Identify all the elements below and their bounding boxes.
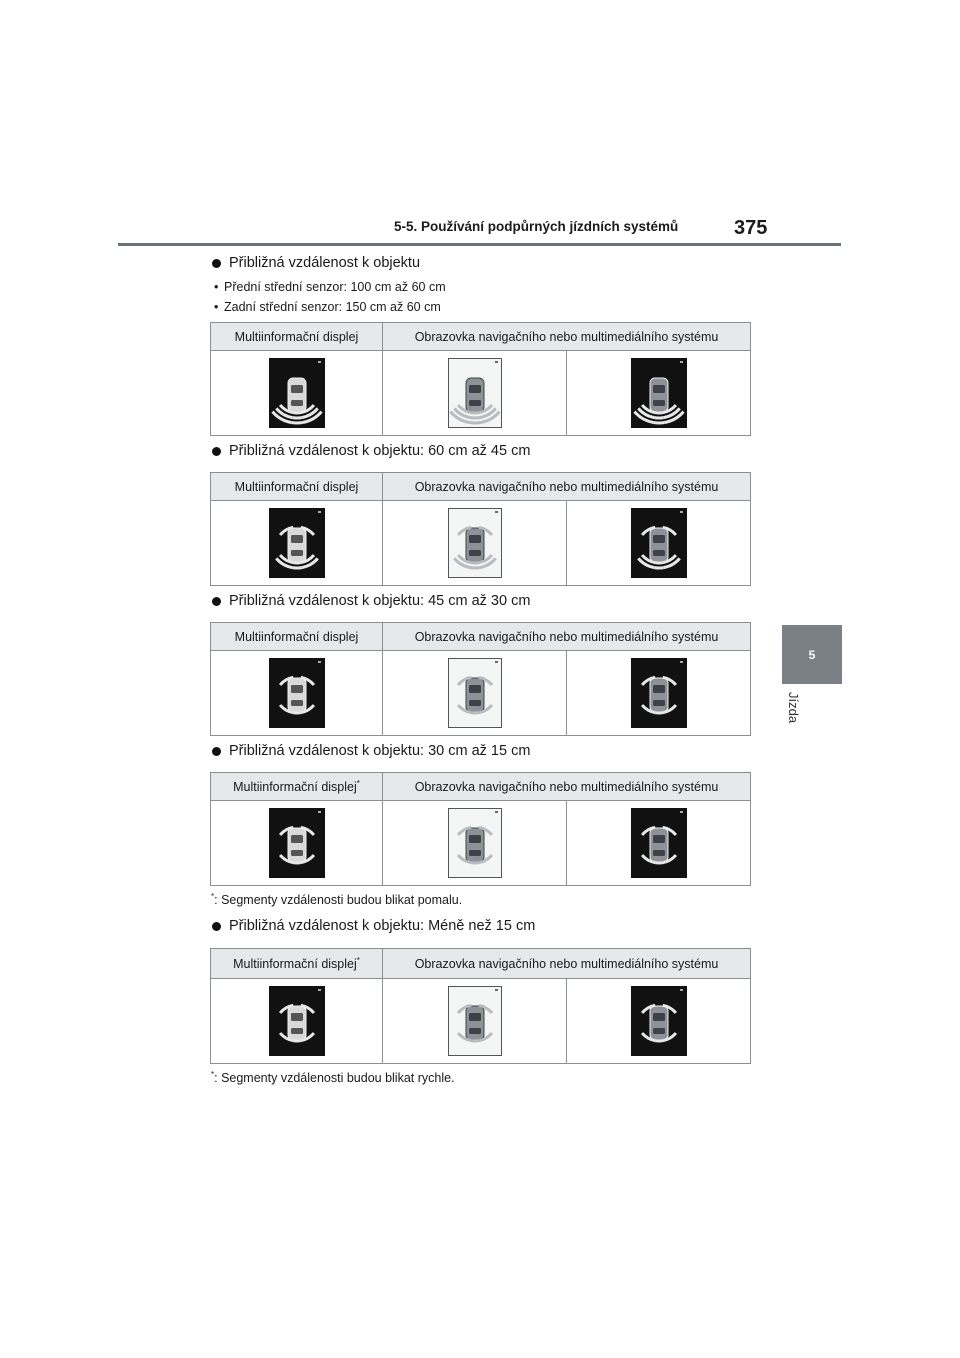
bullet-icon xyxy=(212,597,221,606)
column-header-multiinfo: Multiinformační displej* xyxy=(211,773,383,801)
nav-light-cell xyxy=(383,979,567,1064)
mid-display-image xyxy=(269,986,325,1056)
section-heading xyxy=(212,593,530,609)
mid-display-image xyxy=(269,358,325,428)
nav-dark-image xyxy=(631,508,687,578)
nav-light-image xyxy=(448,808,502,878)
bullet-icon: • xyxy=(214,300,219,314)
display-table xyxy=(210,472,751,586)
header-divider xyxy=(118,243,841,246)
section-title: 5-5. Používání podpůrných jízdních systémů xyxy=(394,219,679,234)
nav-light-image xyxy=(448,508,502,578)
nav-dark-image xyxy=(631,808,687,878)
nav-light-image xyxy=(448,986,502,1056)
nav-light-cell xyxy=(383,801,567,886)
column-header-multiinfo: Multiinformační displej xyxy=(211,323,383,351)
section-heading-text: Přibližná vzdálenost k objektu xyxy=(229,255,421,271)
asterisk-mark: * xyxy=(356,955,360,965)
display-table xyxy=(210,322,751,436)
mid-display-cell xyxy=(211,501,383,586)
mid-display-image xyxy=(269,808,325,878)
column-header-navigation: Obrazovka navigačního nebo multimediálního systému xyxy=(383,623,751,651)
nav-dark-cell xyxy=(567,351,751,436)
column-header-navigation: Obrazovka navigačního nebo multimediálního systému xyxy=(383,949,751,979)
nav-dark-cell xyxy=(567,979,751,1064)
mid-display-cell xyxy=(211,351,383,436)
nav-dark-cell xyxy=(567,501,751,586)
nav-light-image xyxy=(448,658,502,728)
mid-display-cell xyxy=(211,979,383,1064)
list-item: • Přední střední senzor: 100 cm až 60 cm xyxy=(214,280,446,294)
column-header-multiinfo: Multiinformační displej* xyxy=(211,949,383,979)
nav-dark-cell xyxy=(567,651,751,736)
section-heading xyxy=(212,918,535,934)
display-table xyxy=(210,948,751,1064)
section-heading xyxy=(212,255,420,271)
nav-light-cell xyxy=(383,651,567,736)
section-heading-text: Přibližná vzdálenost k objektu: 30 cm až 15 cm xyxy=(229,743,531,759)
nav-dark-image xyxy=(631,358,687,428)
nav-dark-cell xyxy=(567,801,751,886)
mid-display-cell xyxy=(211,651,383,736)
nav-light-cell xyxy=(383,501,567,586)
section-heading-text: Přibližná vzdálenost k objektu: 60 cm až 45 cm xyxy=(229,443,531,459)
nav-light-cell xyxy=(383,351,567,436)
asterisk-mark: * xyxy=(356,778,360,788)
bullet-icon: • xyxy=(214,280,219,294)
nav-dark-image xyxy=(631,658,687,728)
footnote: *: Segmenty vzdálenosti budou blikat rychle. xyxy=(211,1070,455,1086)
mid-display-image xyxy=(269,508,325,578)
nav-dark-image xyxy=(631,986,687,1056)
asterisk-mark: * xyxy=(211,1070,215,1079)
section-heading-text: Přibližná vzdálenost k objektu: 45 cm až 30 cm xyxy=(229,593,531,609)
mid-display-image xyxy=(269,658,325,728)
column-header-navigation: Obrazovka navigačního nebo multimediálního systému xyxy=(383,773,751,801)
display-table xyxy=(210,772,751,886)
list-item: • Zadní střední senzor: 150 cm až 60 cm xyxy=(214,300,441,314)
mid-display-cell xyxy=(211,801,383,886)
column-header-multiinfo: Multiinformační displej xyxy=(211,473,383,501)
page-number: 375 xyxy=(734,217,768,239)
display-table xyxy=(210,622,751,736)
bullet-icon xyxy=(212,447,221,456)
chapter-tab: 5 xyxy=(782,625,842,684)
column-header-navigation: Obrazovka navigačního nebo multimediálního systému xyxy=(383,473,751,501)
chapter-label: Jízda xyxy=(786,692,801,724)
section-heading xyxy=(212,443,530,459)
bullet-icon xyxy=(212,922,221,931)
section-heading-text: Přibližná vzdálenost k objektu: Méně než 15 cm xyxy=(229,918,536,934)
column-header-navigation: Obrazovka navigačního nebo multimediálního systému xyxy=(383,323,751,351)
column-header-multiinfo: Multiinformační displej xyxy=(211,623,383,651)
bullet-icon xyxy=(212,259,221,268)
bullet-icon xyxy=(212,747,221,756)
footnote: *: Segmenty vzdálenosti budou blikat pomalu. xyxy=(211,892,463,908)
nav-light-image xyxy=(448,358,502,428)
section-heading xyxy=(212,743,530,759)
asterisk-mark: * xyxy=(211,892,215,901)
